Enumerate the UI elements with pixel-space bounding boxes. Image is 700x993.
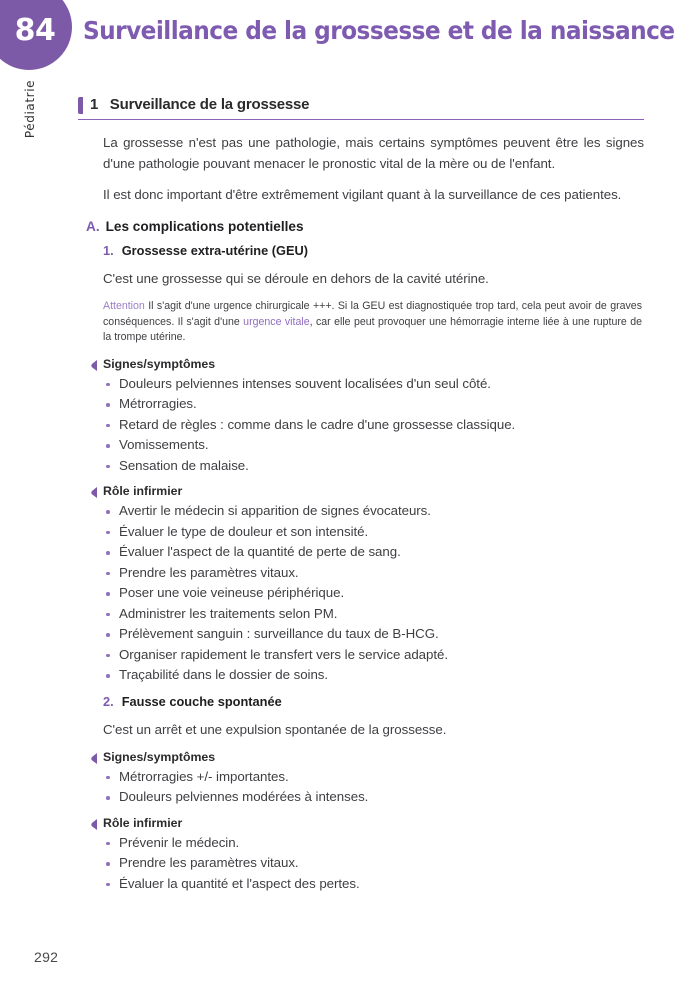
bullet-list-role-1 bbox=[78, 501, 644, 686]
block-heading-role-2 bbox=[78, 816, 644, 830]
attention-keyword: Attention bbox=[103, 300, 145, 312]
flag-icon bbox=[90, 819, 97, 830]
page-header bbox=[0, 0, 700, 78]
topic-definition: C'est une grossesse qui se déroule en dehors de la cavité utérine. bbox=[103, 271, 489, 286]
attention-text-part2: , car elle peut provoquer une hémorragie interne liée à une rupture de la trompe utérine. bbox=[103, 315, 642, 343]
chapter-number: 84 bbox=[14, 12, 56, 48]
block-heading-role-1 bbox=[78, 484, 644, 498]
list-item: Organiser rapidement le transfert vers le service adapté. bbox=[119, 645, 644, 666]
block-heading-label: Signes/symptômes bbox=[103, 749, 216, 764]
page-title: Surveillance de la grossesse et de la naissance bbox=[83, 16, 675, 45]
flag-icon bbox=[90, 360, 97, 371]
list-item: Métrorragies. bbox=[119, 394, 644, 415]
topic-marker: 1. bbox=[103, 243, 114, 258]
topic-heading bbox=[78, 243, 644, 258]
side-tab bbox=[0, 74, 62, 194]
list-item: Prélèvement sanguin : surveillance du taux de B-HCG. bbox=[119, 624, 644, 645]
topic-definition: C'est un arrêt et une expulsion spontanée de la grossesse. bbox=[103, 721, 447, 737]
intro-paragraph-1: La grossesse n'est pas une pathologie, mais certains symptômes peuvent être les signes d'une pathologie pouvant menacer le pronostic vital de la mère ou de l'enfant. bbox=[103, 135, 644, 171]
bullet-list-signes-1 bbox=[78, 374, 644, 477]
list-item: Évaluer le type de douleur et son intensité. bbox=[119, 522, 644, 543]
attention-note bbox=[78, 299, 644, 346]
side-tab-label: Pédiatrie bbox=[23, 79, 37, 139]
section-number: 1 bbox=[90, 96, 99, 113]
block-heading-label: Rôle infirmier bbox=[103, 815, 183, 830]
bullet-list-signes-2 bbox=[78, 767, 644, 808]
list-item: Poser une voie veineuse périphérique. bbox=[119, 583, 644, 604]
block-heading-label: Signes/symptômes bbox=[103, 356, 216, 371]
topic-title: Grossesse extra-utérine (GEU) bbox=[121, 243, 309, 258]
content-column bbox=[78, 96, 644, 902]
list-item: Retard de règles : comme dans le cadre d'une grossesse classique. bbox=[119, 415, 644, 436]
flag-icon bbox=[90, 487, 97, 498]
section-heading bbox=[78, 96, 644, 120]
list-item: Douleurs pelviennes intenses souvent localisées d'un seul côté. bbox=[119, 374, 644, 395]
attention-text-part1: Il s'agit d'une urgence chirurgicale +++. Si la GEU est diagnostiquée trop tard, cela peut avoir de graves conséquences. Il s'agit d'une bbox=[103, 300, 642, 328]
section-title: Surveillance de la grossesse bbox=[109, 96, 310, 113]
list-item: Vomissements. bbox=[119, 435, 644, 456]
list-item: Administrer les traitements selon PM. bbox=[119, 604, 644, 625]
list-item: Prendre les paramètres vitaux. bbox=[119, 563, 644, 584]
section-bar-icon bbox=[78, 97, 83, 114]
subsection-a-marker: A. bbox=[86, 219, 100, 234]
list-item: Métrorragies +/- importantes. bbox=[119, 767, 644, 788]
page-number: 292 bbox=[34, 949, 59, 965]
list-item: Douleurs pelviennes modérées à intenses. bbox=[119, 787, 644, 808]
list-item: Sensation de malaise. bbox=[119, 456, 644, 477]
list-item: Prendre les paramètres vitaux. bbox=[119, 853, 644, 874]
topic-marker: 2. bbox=[103, 693, 114, 709]
block-heading-label: Rôle infirmier bbox=[103, 484, 183, 498]
list-item: Évaluer la quantité et l'aspect des pertes. bbox=[119, 874, 644, 895]
topic-heading bbox=[78, 694, 644, 709]
intro-paragraph-2: Il est donc important d'être extrêmement vigilant quant à la surveillance de ces patientes. bbox=[103, 187, 622, 202]
topic-title: Fausse couche spontanée bbox=[121, 693, 282, 709]
subsection-a-heading bbox=[78, 219, 644, 234]
block-heading-signes-2 bbox=[78, 750, 644, 764]
list-item: Prévenir le médecin. bbox=[119, 833, 644, 854]
list-item: Traçabilité dans le dossier de soins. bbox=[119, 665, 644, 686]
bullet-list-role-2 bbox=[78, 833, 644, 895]
block-heading-signes-1 bbox=[78, 357, 644, 371]
attention-emphasis: urgence vitale bbox=[243, 315, 310, 328]
list-item: Évaluer l'aspect de la quantité de perte de sang. bbox=[119, 542, 644, 563]
list-item: Avertir le médecin si apparition de signes évocateurs. bbox=[119, 501, 644, 522]
subsection-a-title: Les complications potentielles bbox=[105, 219, 304, 234]
flag-icon bbox=[90, 753, 97, 764]
